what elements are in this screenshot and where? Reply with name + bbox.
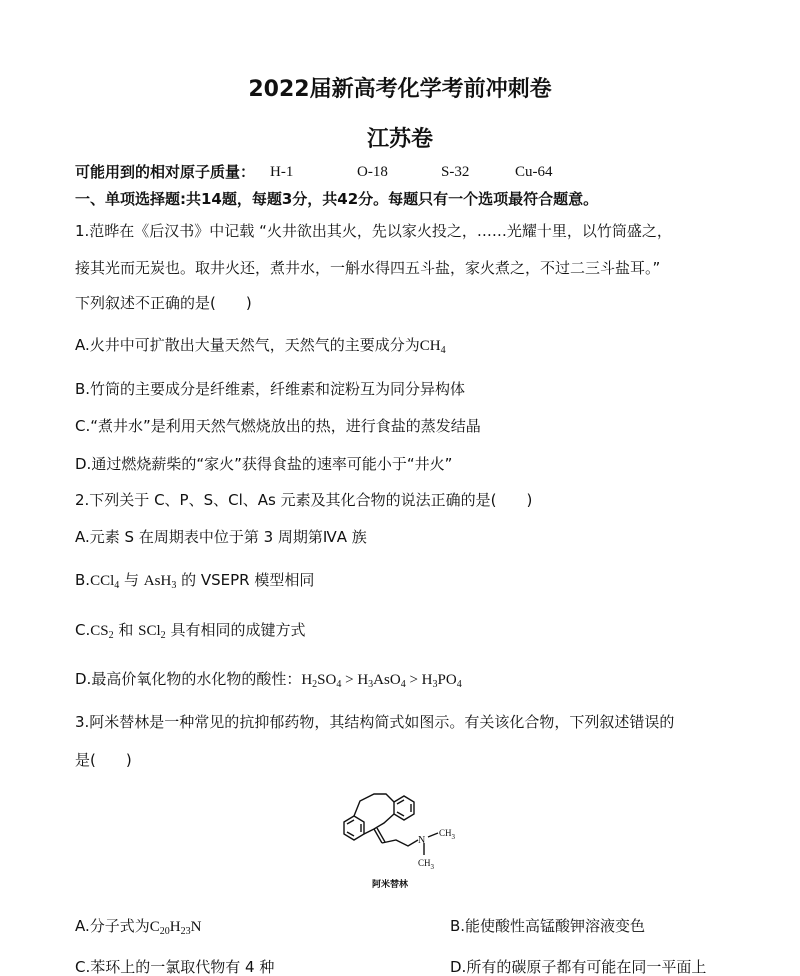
q3-option-c: C.苯环上的一氯取代物有 4 种 (75, 958, 275, 976)
formula-part: CCl (90, 573, 115, 589)
formula-part: H (169, 919, 181, 935)
formula-part: CH (419, 338, 441, 354)
mass-cu: Cu-64 (515, 164, 553, 180)
q1-line3: 下列叙述不正确的是( ) (75, 294, 252, 312)
mass-o: O-18 (357, 164, 388, 180)
formula-sub: 2 (160, 630, 166, 641)
formula-part: PO (437, 672, 457, 688)
mass-h: H-1 (270, 164, 294, 180)
formula-scl2 (138, 623, 166, 639)
formula-sub: 4 (336, 679, 342, 690)
option-prefix: B. (75, 571, 91, 589)
formula-sub: 4 (456, 679, 462, 690)
q1-option-a (75, 336, 446, 355)
option-text: A.分子式为 (75, 917, 150, 935)
formula-part: H (301, 672, 313, 688)
q3-line2: 是( ) (75, 751, 132, 769)
figure-caption: 阿米替林 (372, 880, 409, 890)
formula-sub: 2 (312, 679, 318, 690)
q1-option-b: B.竹筒的主要成分是纤维素，纤维素和淀粉互为同分异构体 (75, 380, 466, 398)
greater-than: > (405, 672, 422, 688)
formula-part: C (149, 919, 160, 935)
q2-option-a: A.元素 S 在周期表中位于第 3 周期第ⅣA 族 (75, 528, 367, 546)
option-prefix: C. (75, 621, 91, 639)
formula-sub: 3 (432, 679, 438, 690)
sub-part: 3 (451, 833, 456, 841)
acidity-formulas (301, 672, 461, 688)
ch-part: CH (418, 858, 431, 868)
formula-sub: 20 (159, 926, 170, 937)
greater-than: > (341, 672, 358, 688)
page-subtitle: 江苏卷 (366, 127, 433, 152)
formula-sub: 3 (171, 580, 177, 591)
option-suffix: 的 VSEPR 模型相同 (176, 571, 315, 589)
q1-line1: 1.范晔在《后汉书》中记载 “火井欲出其火，先以家火投之，……光耀十里，以竹筒盛之， (75, 222, 672, 240)
q3-option-d: D.所有的碳原子都有可能在同一平面上 (450, 958, 707, 976)
q1-option-d: D.通过燃烧薪柴的“家火”获得食盐的速率可能小于“井火” (75, 455, 453, 473)
methyl-label-2 (418, 858, 435, 871)
option-suffix: 具有相同的成键方式 (165, 621, 306, 639)
sub-part: 3 (430, 863, 435, 871)
q1-option-c: C.“煮井水”是利用天然气燃烧放出的热，进行食盐的蒸发结晶 (75, 417, 481, 435)
formula-part: AsH (143, 573, 172, 589)
formula-sub: 2 (108, 630, 114, 641)
q2-stem: 2.下列关于 C、P、S、Cl、As 元素及其化合物的说法正确的是( ) (75, 491, 533, 509)
formula-part: SCl (138, 623, 161, 639)
side-chain (382, 840, 418, 846)
option-mid: 与 (119, 571, 144, 589)
formula-part: CS (90, 623, 109, 639)
amitriptyline-structure (330, 785, 470, 890)
section-heading: 一、单项选择题:共14题，每题3分，共42分。每题只有一个选项最符合题意。 (75, 190, 599, 208)
q3-option-b: B.能使酸性高锰酸钾溶液变色 (450, 917, 646, 935)
q2-option-c (75, 621, 305, 640)
formula-part: H (357, 672, 369, 688)
formula-sub: 4 (114, 580, 120, 591)
formula-part: H (421, 672, 433, 688)
formula-sub: 4 (400, 679, 406, 690)
option-mid: 和 (113, 621, 139, 639)
formula-sub: 3 (368, 679, 374, 690)
formula-sub: 23 (180, 926, 191, 937)
formula-c20h23n (150, 919, 202, 935)
methyl-label-1 (439, 828, 456, 841)
page-title: 2022届新高考化学考前冲刺卷 (248, 77, 552, 102)
option-text: D.最高价氧化物的水化物的酸性： (75, 670, 302, 688)
q2-option-b (75, 571, 314, 590)
formula-cs2 (90, 623, 113, 639)
q1-line2: 接其光而无炭也。取井火还，煮井水，一斛水得四五斗盐，家火煮之，不过二三斗盐耳。” (75, 259, 661, 277)
ch-part: CH (439, 828, 452, 838)
formula-part: AsO (373, 672, 401, 688)
q1-option-a-text: A.火井中可扩散出大量天然气，天然气的主要成分为 (75, 336, 420, 354)
formula-part: SO (317, 672, 337, 688)
atomic-masses-label: 可能用到的相对原子质量： (75, 163, 256, 181)
n-atom-label: N (418, 835, 426, 846)
q3-line1: 3.阿米替林是一种常见的抗抑郁药物，其结构简式如图示。有关该化合物，下列叙述错误的 (75, 713, 675, 731)
formula-ash3 (144, 573, 177, 589)
mass-s: S-32 (441, 164, 470, 180)
q1-option-a-formula (420, 338, 446, 354)
q3-option-a (75, 917, 201, 936)
formula-sub: 4 (440, 345, 446, 356)
atomic-masses (75, 163, 735, 181)
formula-ccl4 (90, 573, 119, 589)
formula-part: N (190, 919, 202, 935)
bridge-chain (354, 794, 394, 816)
q2-option-d (75, 670, 462, 689)
